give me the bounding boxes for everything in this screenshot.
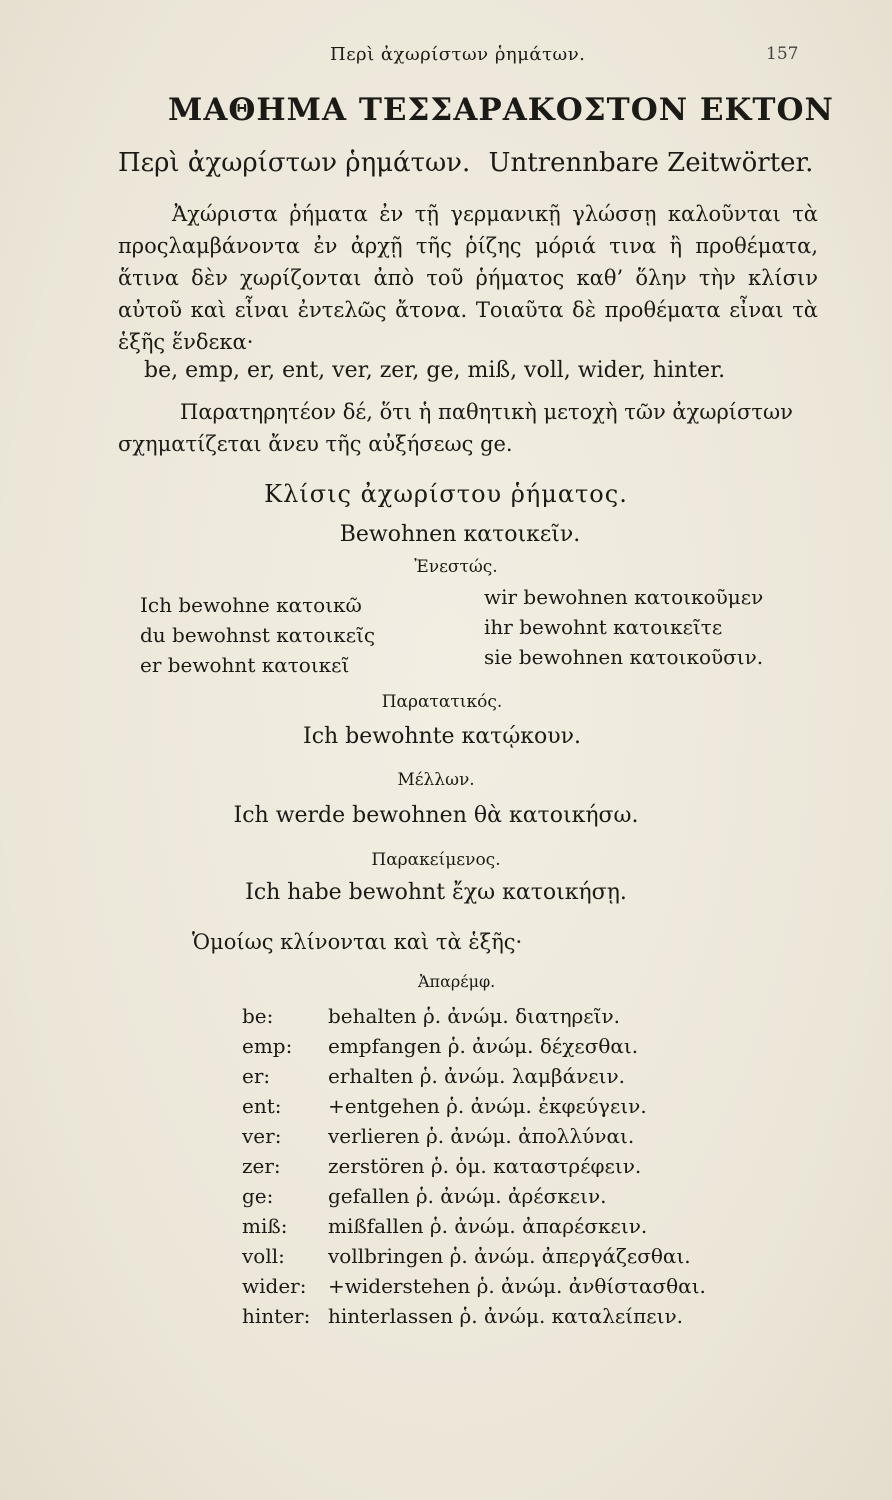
verb-list-row (242, 1304, 706, 1334)
verb-prefix: zer: (242, 1154, 281, 1178)
conjugation-row: sie bewohnen κατοικοῦσιν. (484, 645, 764, 669)
participle-note: Παρατηρητέον δέ, ὅτι ἡ παθητικὴ μετοχὴ τῶν ἀχωρίστων σχηματίζεται ἄνευ τῆς αὐξήσεως ge. (118, 400, 793, 456)
verb-list-row (242, 1184, 706, 1214)
verb-entry: zerstören ῥ. ὁμ. καταστρέφειν. (328, 1154, 642, 1178)
running-head: Περὶ ἀχωρίστων ῥημάτων. (330, 44, 586, 65)
verb-prefix: be: (242, 1004, 274, 1028)
intro-paragraph: Ἀχώριστα ῥήματα ἐν τῇ γερμανικῇ γλώσσῃ καλοῦνται τὰ προςλαμβάνοντα ἐν ἀρχῇ τῆς ῥίζης μόριά τινα ἢ προθέματα, ἅτινα δὲν χωρίζονται ἀπὸ τοῦ ῥήματος καθ’ ὅλην τὴν κλίσιν αὐτοῦ καὶ εἶναι ἐντελῶς ἄτονα. Τοιαῦτα δὲ προθέματα εἶναι τὰ ἑξῆς ἕνδεκα· (118, 202, 818, 354)
verb-list-row (242, 1064, 706, 1094)
verb-prefix: wider: (242, 1274, 307, 1298)
verb-entry: hinterlassen ῥ. ἀνώμ. καταλείπειν. (328, 1304, 683, 1328)
verb-prefix: ge: (242, 1184, 274, 1208)
tense-label-imperfect: Παρατατικός. (381, 692, 503, 712)
conjugation-row: Ich bewohne κατοικῶ (140, 593, 362, 617)
imperfect-example: Ich bewohnte κατῴκουν. (303, 724, 581, 749)
subtitle-german: Untrennbare Zeitwörter. (488, 148, 814, 178)
future-example: Ich werde bewohnen θὰ κατοικήσω. (233, 803, 639, 828)
verb-list-row (242, 1004, 706, 1034)
lesson-title: ΜΑΘΗΜΑ ΤΕΣΣΑΡΑΚΟΣΤΟΝ ΕΚΤΟΝ (168, 92, 834, 128)
conjugation-row: wir bewohnen κατοικοῦμεν (484, 585, 764, 609)
tense-label-present: Ἐνεστώς. (414, 557, 498, 577)
verb-prefix: miß: (242, 1214, 288, 1238)
lesson-subtitle (118, 148, 813, 178)
tense-label-future: Μέλλων. (397, 770, 475, 790)
verb-entry: +entgehen ῥ. ἀνώμ. ἐκφεύγειν. (328, 1094, 647, 1118)
verb-list-intro: Ὁμοίως κλίνονται καὶ τὰ ἑξῆς· (192, 930, 523, 954)
verb-entry: behalten ῥ. ἀνώμ. διατηρεῖν. (328, 1004, 621, 1028)
verb-prefix: voll: (242, 1244, 285, 1268)
verb-list-row (242, 1244, 706, 1274)
verb-entry: vollbringen ῥ. ἀνώμ. ἀπεργάζεσθαι. (328, 1244, 691, 1268)
conjugation-row: ihr bewohnt κατοικεῖτε (484, 615, 723, 639)
verb-list-row (242, 1034, 706, 1064)
verb-list-row (242, 1214, 706, 1244)
verb-entry: empfangen ῥ. ἀνώμ. δέχεσθαι. (328, 1034, 639, 1058)
subtitle-greek: Περὶ ἀχωρίστων ῥημάτων. (118, 148, 471, 178)
verb-list (242, 1004, 706, 1334)
present-singular (140, 590, 375, 680)
infinitive-column-label: Ἀπαρέμφ. (418, 972, 496, 991)
prefix-list: be, emp, er, ent, ver, zer, ge, miß, voll, wider, hinter. (144, 358, 726, 383)
declension-heading: Κλίσις ἀχωρίστου ῥήματος. (264, 480, 628, 508)
present-plural (484, 582, 763, 672)
verb-entry: verlieren ῥ. ἀνώμ. ἀπολλύναι. (328, 1124, 635, 1148)
perfect-example: Ich habe bewohnt ἔχω κατοικήσῃ. (245, 880, 627, 905)
verb-entry: erhalten ῥ. ἀνώμ. λαμβάνειν. (328, 1064, 625, 1088)
verb-prefix: hinter: (242, 1304, 311, 1328)
tense-label-perfect: Παρακείμενος. (371, 850, 501, 870)
conjugation-row: du bewohnst κατοικεῖς (140, 623, 376, 647)
conjugation-row: er bewohnt κατοικεῖ (140, 653, 350, 677)
verb-entry: mißfallen ῥ. ἀνώμ. ἀπαρέσκειν. (328, 1214, 648, 1238)
verb-list-row (242, 1154, 706, 1184)
verb-prefix: ent: (242, 1094, 282, 1118)
verb-prefix: er: (242, 1064, 271, 1088)
verb-prefix: emp: (242, 1034, 293, 1058)
verb-entry: gefallen ῥ. ἀνώμ. ἀρέσκειν. (328, 1184, 607, 1208)
verb-list-row (242, 1274, 706, 1304)
page-number: 157 (766, 44, 799, 64)
verb-list-row (242, 1094, 706, 1124)
verb-prefix: ver: (242, 1124, 282, 1148)
verb-list-row (242, 1124, 706, 1154)
example-infinitive: Bewohnen κατοικεῖν. (339, 522, 581, 547)
verb-entry: +widerstehen ῥ. ἀνώμ. ἀνθίστασθαι. (328, 1274, 706, 1298)
